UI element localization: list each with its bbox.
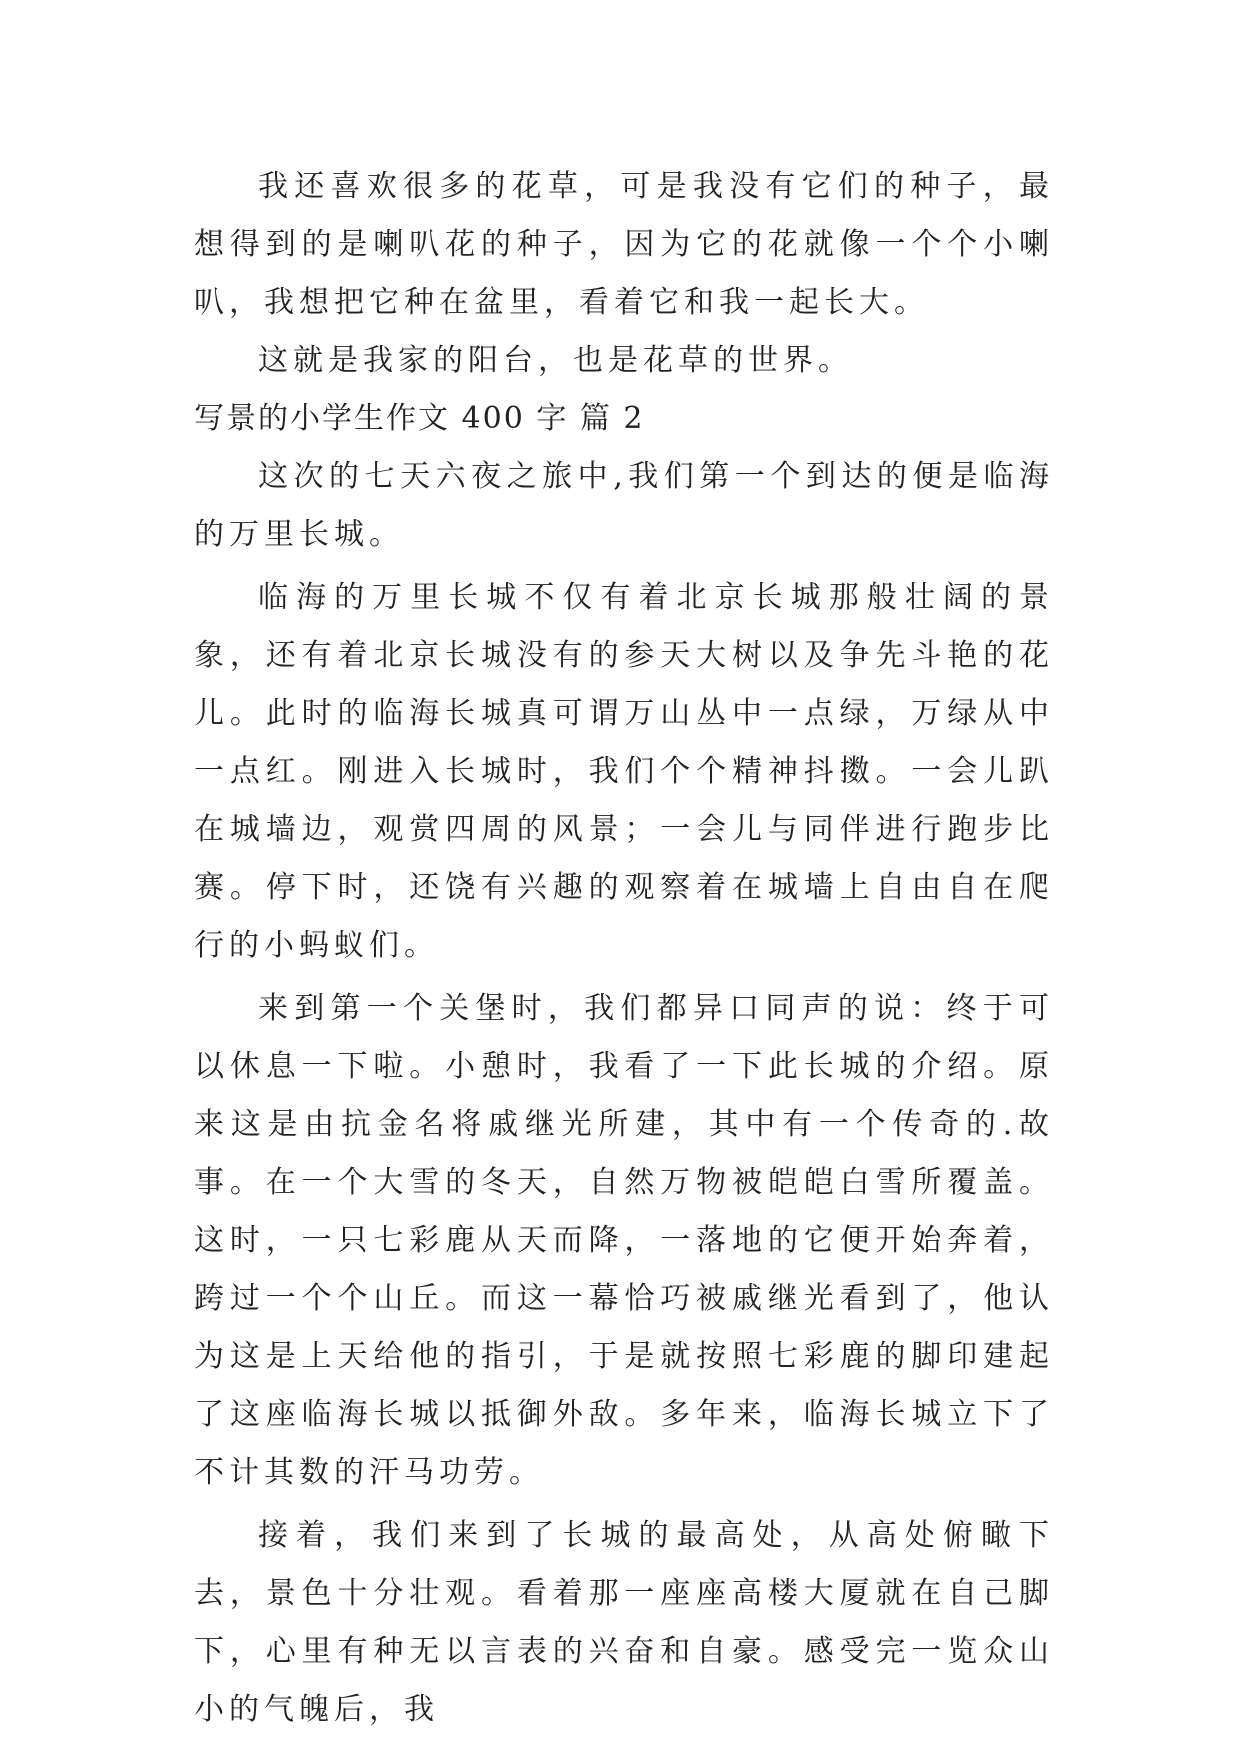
section-heading: 写景的小学生作文 400 字 篇 2 (194, 401, 645, 436)
paragraph: 这次的七天六夜之旅中,我们第一个到达的便是临海的万里长城。 (194, 459, 1054, 552)
paragraph: 这就是我家的阳台，也是花草的世界。 (258, 343, 853, 378)
paragraph: 我还喜欢很多的花草，可是我没有它们的种子，最想得到的是喇叭花的种子，因为它的花就像一个个小喇叭，我想把它种在盆里，看着它和我一起长大。 (194, 169, 1054, 320)
document-body (194, 158, 1054, 1739)
paragraph: 临海的万里长城不仅有着北京长城那般壮阔的景象，还有着北京长城没有的参天大树以及争先斗艳的花儿。此时的临海长城真可谓万山丛中一点绿，万绿从中一点红。刚进入长城时，我们个个精神抖擞。一会儿趴在城墙边，观赏四周的风景；一会儿与同伴进行跑步比赛。停下时，还饶有兴趣的观察着在城墙上自由自在爬行的小蚂蚁们。 (194, 580, 1054, 963)
paragraph: 来到第一个关堡时，我们都异口同声的说：终于可以休息一下啦。小憩时，我看了一下此长城的介绍。原来这是由抗金名将戚继光所建，其中有一个传奇的.故事。在一个大雪的冬天，自然万物被皑皑白雪所覆盖。这时，一只七彩鹿从天而降，一落地的它便开始奔着，跨过一个个山丘。而这一幕恰巧被戚继光看到了，他认为这是上天给他的指引，于是就按照七彩鹿的脚印建起了这座临海长城以抵御外敌。多年来，临海长城立下了不计其数的汗马功劳。 (194, 991, 1054, 1490)
paragraph: 接着，我们来到了长城的最高处，从高处俯瞰下去，景色十分壮观。看着那一座座高楼大厦就在自己脚下，心里有种无以言表的兴奋和自豪。感受完一览众山小的气魄后，我 (194, 1518, 1054, 1727)
